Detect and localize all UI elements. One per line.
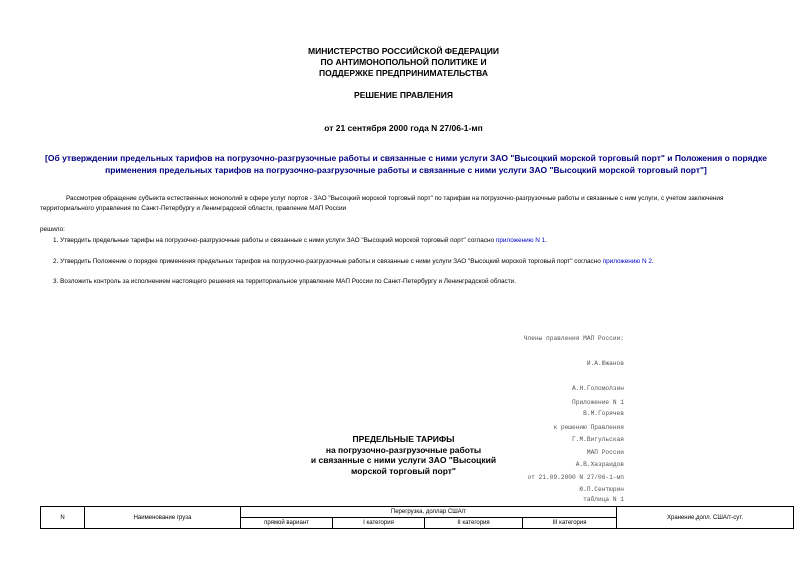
member-name: А.Н.Голомолзин xyxy=(572,385,624,393)
ministry-line: ПОДДЕРЖКЕ ПРЕДПРИНИМАТЕЛЬСТВА xyxy=(319,68,488,78)
intro-paragraph: Рассмотрев обращение субъекта естественных монополий в сфере услуг портов - ЗАО "Высоцкий морской торговый порт" по тарифам на погрузочно-разгрузочные работы и связанные с ним услуги, с учетом заключения территориального управления по Санкт-Петербургу и Ленинградской области, правление МАП России xyxy=(40,195,724,212)
tariffs-title-line: ПРЕДЕЛЬНЫЕ ТАРИФЫ xyxy=(352,434,455,444)
ministry-name xyxy=(0,46,807,79)
resolved-label: решило: xyxy=(40,226,65,233)
members-heading: Члены правления МАП России: xyxy=(523,334,624,342)
appendix-1-link[interactable]: приложению N 1 xyxy=(495,237,546,244)
member-name: И.А.Южанов xyxy=(586,360,624,368)
appendix-line: к решению Правления xyxy=(553,424,624,432)
column-header-category-1: I категория xyxy=(333,518,425,529)
appendix-line: Приложение N 1 xyxy=(572,398,624,406)
column-header-category-3: III категория xyxy=(523,518,617,529)
item-text: 1. Утвердить предельные тарифы на погрузочно-разгрузочные работы и связанные с ними услуги ЗАО "Высоцкий морской торговый порт" согласно xyxy=(53,237,496,244)
appendix-line: от 21.09.2000 N 27/06-1-мп xyxy=(527,474,624,482)
ministry-line: ПО АНТИМОНОПОЛЬНОЙ ПОЛИТИКЕ И xyxy=(320,57,487,67)
item-text: 2. Утвердить Положение о порядке применения предельных тарифов на погрузочно-разгрузочные работы и связанные с ними услуги ЗАО "Высоцкий морской торговый порт" согласно xyxy=(53,258,603,265)
column-header-direct: прямой вариант xyxy=(241,518,333,529)
column-header-cargo-name: Наименование груза xyxy=(85,507,241,529)
resolution-item-2 xyxy=(53,257,773,266)
item-text: 3. Возложить контроль за исполнением настоящего решения на территориальное управление МАП России по Санкт-Петербургу и Ленинградской области. xyxy=(53,278,516,285)
table-number: таблица N 1 xyxy=(583,496,624,503)
tariffs-title-line: на погрузочно-разгрузочные работы xyxy=(325,444,482,455)
decision-title: РЕШЕНИЕ ПРАВЛЕНИЯ xyxy=(354,90,453,100)
column-header-category-2: II категория xyxy=(425,518,523,529)
ministry-line: МИНИСТЕРСТВО РОССИЙСКОЙ ФЕДЕРАЦИИ xyxy=(308,46,499,56)
tariffs-title xyxy=(0,434,807,476)
member-name: А.В.Хазраидов xyxy=(575,460,624,468)
decision-date: от 21 сентября 2000 года N 27/06-1-мп xyxy=(324,123,483,133)
item-end: . xyxy=(651,258,654,265)
column-header-transshipment: Перегрузка, доллар США/т xyxy=(241,507,617,518)
resolution-item-3 xyxy=(53,277,773,286)
resolution-item-1 xyxy=(53,236,773,245)
tariffs-title-line: и связанные с ними услуги ЗАО "Высоцкий xyxy=(310,455,497,465)
member-name: Ю.П.Сентюрин xyxy=(579,486,624,494)
column-header-storage: Хранение,долл. США/т-сут. xyxy=(617,507,794,529)
tariff-table xyxy=(40,506,794,529)
appendix-line: МАП России xyxy=(586,449,624,457)
member-name: В.М.Горячев xyxy=(583,410,624,418)
tariffs-title-line: морской торговый порт" xyxy=(351,465,456,476)
appendix-2-link[interactable]: приложению N 2 xyxy=(602,258,652,265)
item-end: . xyxy=(545,237,547,244)
document-subject: [Об утверждении предельных тарифов на погрузочно-разгрузочные работы и связанные с ними услуги ЗАО "Высоцкий морской торговый порт" и Положения о порядке применения предельных тарифов на погрузочно-разгрузочные работы и связанные с ними услуги ЗАО "Высоцкий морской торговый порт"] xyxy=(45,153,767,175)
column-header-n: N xyxy=(41,507,85,529)
member-name: Г.М.Вигульская xyxy=(572,435,624,443)
